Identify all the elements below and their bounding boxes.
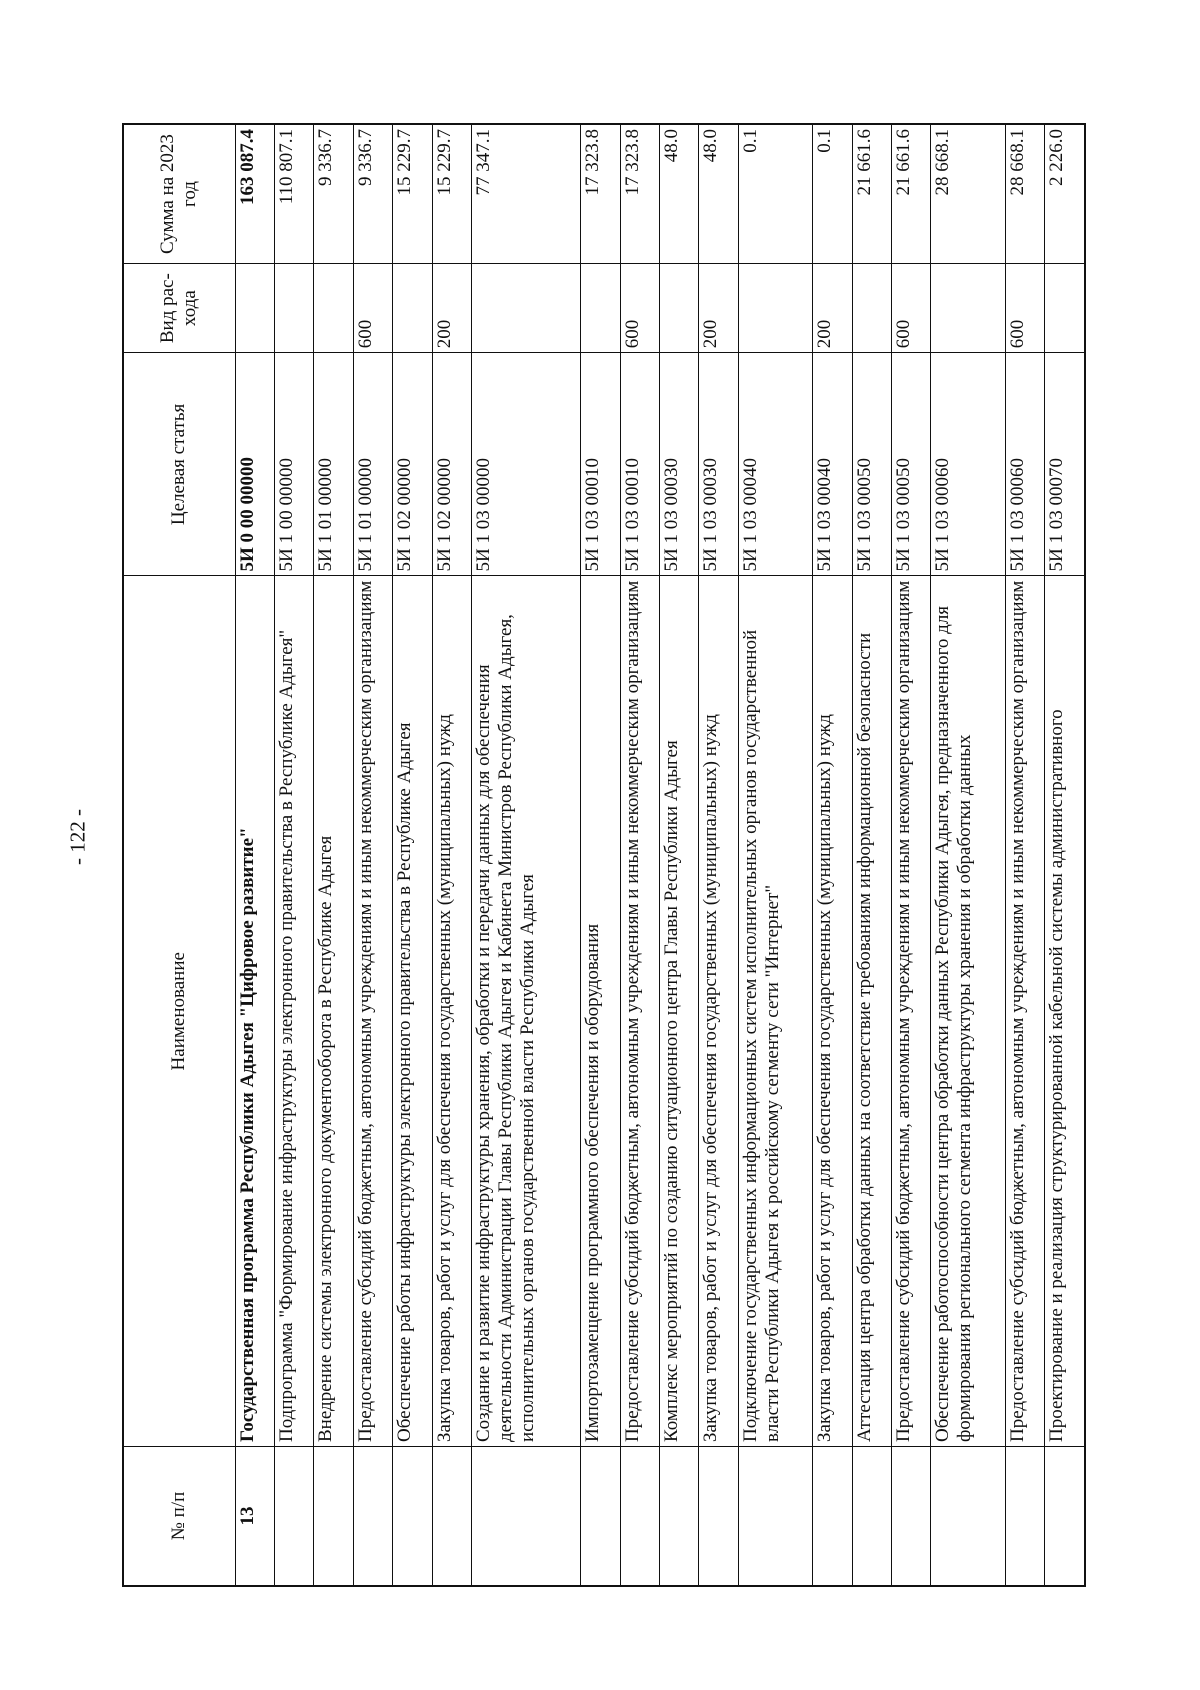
cell-name: Закупка товаров, работ и услуг для обеспечения государственных (муниципальных) нужд — [699, 576, 738, 1447]
cell-name: Предоставление субсидий бюджетным, автономным учреждениям и иным некоммерческим организациям — [353, 576, 392, 1447]
cell-sum: 9 336.7 — [314, 124, 353, 264]
cell-num — [620, 1447, 659, 1587]
cell-sum: 15 229.7 — [432, 124, 471, 264]
cell-sum: 2 226.0 — [1045, 124, 1085, 264]
cell-name: Импортозамещение программного обеспечения и оборудования — [581, 576, 620, 1447]
cell-name: Аттестация центра обработки данных на соответствие требованиям информационной безопасности — [852, 576, 891, 1447]
cell-vid — [274, 264, 313, 353]
table-row — [659, 124, 698, 1586]
header-vid: Вид рас-хода — [123, 264, 235, 353]
cell-num — [931, 1447, 1005, 1587]
cell-name: Обеспечение работоспособности центра обработки данных Республики Адыгея, предназначенного для формирования регионального сегмента инфраструктуры хранения и обработки данных — [931, 576, 1005, 1447]
cell-code: 5И 1 02 00000 — [432, 353, 471, 576]
cell-vid — [235, 264, 274, 353]
cell-code: 5И 1 03 00040 — [813, 353, 852, 576]
table-row — [472, 124, 581, 1586]
cell-code: 5И 1 02 00000 — [393, 353, 432, 576]
cell-num — [472, 1447, 581, 1587]
cell-sum: 163 087.4 — [235, 124, 274, 264]
cell-sum: 110 807.1 — [274, 124, 313, 264]
table-row — [931, 124, 1005, 1586]
cell-name: Проектирование и реализация структурированной кабельной системы административного — [1045, 576, 1085, 1447]
cell-sum: 17 323.8 — [620, 124, 659, 264]
table-row — [353, 124, 392, 1586]
cell-sum: 21 661.6 — [852, 124, 891, 264]
cell-num — [432, 1447, 471, 1587]
cell-num — [659, 1447, 698, 1587]
cell-num — [274, 1447, 313, 1587]
cell-sum: 0.1 — [813, 124, 852, 264]
cell-sum: 17 323.8 — [581, 124, 620, 264]
table-row — [620, 124, 659, 1586]
cell-name: Подпрограмма "Формирование инфраструктуры электронного правительства в Республике Адыгея" — [274, 576, 313, 1447]
cell-code: 5И 1 03 00030 — [699, 353, 738, 576]
cell-vid: 600 — [353, 264, 392, 353]
table-row — [274, 124, 313, 1586]
cell-name: Предоставление субсидий бюджетным, автономным учреждениям и иным некоммерческим организациям — [1005, 576, 1044, 1447]
cell-num — [393, 1447, 432, 1587]
cell-num — [1005, 1447, 1044, 1587]
header-code: Целевая статья — [123, 353, 235, 576]
cell-vid — [931, 264, 1005, 353]
table-row — [581, 124, 620, 1586]
budget-table — [122, 123, 1086, 1587]
cell-sum: 9 336.7 — [353, 124, 392, 264]
table-header-row — [123, 124, 235, 1586]
cell-num — [699, 1447, 738, 1587]
cell-name: Внедрение системы электронного документооборота в Республике Адыгея — [314, 576, 353, 1447]
table-row — [699, 124, 738, 1586]
cell-code: 5И 1 03 00060 — [931, 353, 1005, 576]
table-row — [1005, 124, 1044, 1586]
cell-num — [353, 1447, 392, 1587]
table-row — [393, 124, 432, 1586]
cell-name: Предоставление субсидий бюджетным, автономным учреждениям и иным некоммерческим организациям — [891, 576, 930, 1447]
cell-num — [1045, 1447, 1085, 1587]
cell-sum: 48.0 — [699, 124, 738, 264]
cell-name: Государственная программа Республики Адыгея "Цифровое развитие" — [235, 576, 274, 1447]
cell-vid — [393, 264, 432, 353]
cell-name: Закупка товаров, работ и услуг для обеспечения государственных (муниципальных) нужд — [813, 576, 852, 1447]
cell-name: Создание и развитие инфраструктуры хранения, обработки и передачи данных для обеспечения деятельности Администрации Главы Республики Адыгея и Кабинета Министров Республики Адыгея, исполнительных органов государственной власти Республики Адыгея — [472, 576, 581, 1447]
page-number: - 122 - — [65, 809, 90, 865]
cell-vid: 600 — [1005, 264, 1044, 353]
cell-num — [813, 1447, 852, 1587]
cell-num: 13 — [235, 1447, 274, 1587]
cell-num — [314, 1447, 353, 1587]
cell-name: Предоставление субсидий бюджетным, автономным учреждениям и иным некоммерческим организациям — [620, 576, 659, 1447]
cell-code: 5И 1 03 00030 — [659, 353, 698, 576]
cell-name: Обеспечение работы инфраструктуры электронного правительства в Республике Адыгея — [393, 576, 432, 1447]
header-num: № п/п — [123, 1447, 235, 1587]
rotated-table — [122, 123, 1086, 1587]
cell-sum: 28 668.1 — [1005, 124, 1044, 264]
cell-vid — [738, 264, 812, 353]
cell-code: 5И 1 03 00060 — [1005, 353, 1044, 576]
cell-vid — [1045, 264, 1085, 353]
cell-name: Комплекс мероприятий по созданию ситуационного центра Главы Республики Адыгея — [659, 576, 698, 1447]
cell-vid — [581, 264, 620, 353]
cell-num — [581, 1447, 620, 1587]
table-row — [314, 124, 353, 1586]
cell-code: 5И 1 03 00050 — [852, 353, 891, 576]
cell-sum: 28 668.1 — [931, 124, 1005, 264]
cell-vid — [659, 264, 698, 353]
cell-sum: 0.1 — [738, 124, 812, 264]
table-row — [813, 124, 852, 1586]
table-row — [891, 124, 930, 1586]
cell-name: Подключение государственных информационных систем исполнительных органов государственной власти Республики Адыгея к российскому сегменту сети "Интернет" — [738, 576, 812, 1447]
header-name: Наименование — [123, 576, 235, 1447]
cell-vid — [472, 264, 581, 353]
cell-vid — [314, 264, 353, 353]
cell-num — [852, 1447, 891, 1587]
cell-code: 5И 1 03 00000 — [472, 353, 581, 576]
cell-code: 5И 1 03 00050 — [891, 353, 930, 576]
cell-vid: 600 — [891, 264, 930, 353]
cell-num — [738, 1447, 812, 1587]
table-row — [738, 124, 812, 1586]
cell-code: 5И 1 00 00000 — [274, 353, 313, 576]
cell-sum: 21 661.6 — [891, 124, 930, 264]
cell-code: 5И 1 03 00010 — [581, 353, 620, 576]
table-row — [1045, 124, 1085, 1586]
cell-code: 5И 1 03 00010 — [620, 353, 659, 576]
cell-vid: 600 — [620, 264, 659, 353]
cell-sum: 77 347.1 — [472, 124, 581, 264]
rotated-table-container — [122, 123, 1086, 1587]
cell-vid: 200 — [432, 264, 471, 353]
table-row — [852, 124, 891, 1586]
table-row — [432, 124, 471, 1586]
cell-code: 5И 1 03 00040 — [738, 353, 812, 576]
cell-vid: 200 — [813, 264, 852, 353]
cell-vid: 200 — [699, 264, 738, 353]
cell-name: Закупка товаров, работ и услуг для обеспечения государственных (муниципальных) нужд — [432, 576, 471, 1447]
cell-sum: 48.0 — [659, 124, 698, 264]
cell-num — [891, 1447, 930, 1587]
header-sum: Сумма на 2023 год — [123, 124, 235, 264]
cell-code: 5И 0 00 00000 — [235, 353, 274, 576]
table-row — [235, 124, 274, 1586]
cell-code: 5И 1 01 00000 — [314, 353, 353, 576]
cell-code: 5И 1 01 00000 — [353, 353, 392, 576]
cell-code: 5И 1 03 00070 — [1045, 353, 1085, 576]
table-body — [235, 124, 1085, 1586]
cell-sum: 15 229.7 — [393, 124, 432, 264]
cell-vid — [852, 264, 891, 353]
